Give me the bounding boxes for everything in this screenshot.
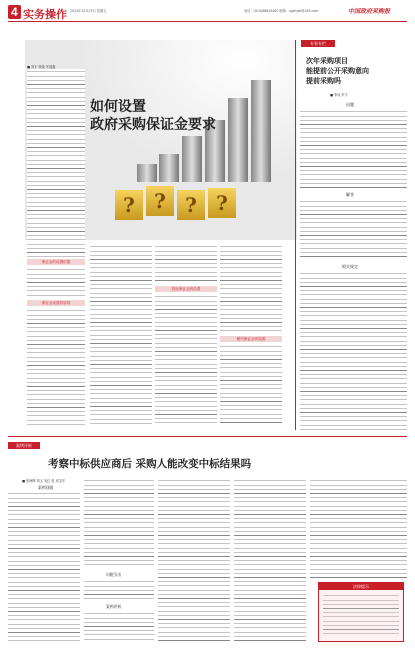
right-subhead-2: 解答 xyxy=(346,192,354,197)
section-title: 实务操作 xyxy=(23,8,67,21)
svg-text:?: ? xyxy=(123,193,135,217)
svg-text:?: ? xyxy=(154,189,166,213)
header-rule xyxy=(8,21,407,22)
bottom-col2-text-c xyxy=(84,611,154,641)
masthead: 中国政府采购报 xyxy=(348,8,391,15)
subhead-3: 投标保证金的设置 xyxy=(155,286,217,292)
right-article-title-3: 提前采购吗 xyxy=(306,76,341,85)
bottom-article-title: 考察中标供应商后 采购人能改变中标结果吗 xyxy=(48,458,252,470)
top-article-col1-text-c xyxy=(27,308,85,426)
right-subhead-1: 问题 xyxy=(346,102,354,107)
bottom-col5-text xyxy=(310,478,407,578)
right-article-title-1: 次年采购项目 xyxy=(306,56,348,65)
top-article-col3-text xyxy=(155,244,217,284)
top-article-col1-text-b xyxy=(27,267,85,299)
bottom-article-byline: ■ 张海晖 刘玉 吴红 张 邓宝华 xyxy=(22,479,66,483)
subhead-4: 履约保证金的设置 xyxy=(220,336,282,342)
right-article-text-2 xyxy=(300,199,407,259)
top-article-col4-text xyxy=(220,244,282,334)
right-subhead-3: 相关规定 xyxy=(342,264,358,269)
svg-text:?: ? xyxy=(185,193,197,217)
right-article-text-1 xyxy=(300,109,407,189)
bottom-col1-text xyxy=(8,491,80,641)
right-article-byline: ■ 李成 朱宇 xyxy=(330,93,348,97)
section-number: 4 xyxy=(11,5,18,19)
legal-tip-text xyxy=(323,593,399,637)
top-article-title-1: 如何设置 xyxy=(90,99,146,115)
subhead-1: 保证金的设置依据 xyxy=(27,259,85,265)
bottom-subhead-3: 案例评析 xyxy=(106,604,122,609)
top-article-title-2: 政府采购保证金要求 xyxy=(90,117,216,133)
subhead-2: 保证金设置的原则 xyxy=(27,300,85,306)
top-article-byline: ■ 刘宇 张晓 朱国鑫 xyxy=(27,65,56,69)
bottom-col3-text xyxy=(158,478,230,641)
right-column-tag: 专家专栏 xyxy=(301,40,335,47)
bottom-col2-text-b xyxy=(84,579,154,601)
section-divider xyxy=(8,436,407,437)
section-badge xyxy=(8,5,21,19)
bottom-col4-text xyxy=(234,478,306,641)
right-article-title-2: 能提前公开采购意向 xyxy=(306,66,369,75)
right-article-text-3 xyxy=(300,271,407,430)
header-meta-left: 2024年10月25日 星期五 xyxy=(70,9,107,13)
header-meta-right: 电话：(010)68620400 邮箱：zgzfcgb@163.com xyxy=(244,9,319,13)
legal-tip-header: 法律提示 xyxy=(319,583,403,590)
svg-text:?: ? xyxy=(216,191,228,215)
top-article-col3-text-b xyxy=(155,294,217,426)
bottom-subhead-1: 案例回顾 xyxy=(38,485,54,490)
bottom-subhead-2: 问题引出 xyxy=(106,572,122,577)
top-article-col4-text-b xyxy=(220,344,282,426)
top-article-col1-text xyxy=(27,69,85,259)
bottom-column-tag: 案例评析 xyxy=(8,442,40,449)
legal-tip-box xyxy=(318,582,404,642)
top-article-col2-text xyxy=(90,244,152,426)
column-divider xyxy=(295,40,296,430)
bottom-col2-text xyxy=(84,478,154,568)
